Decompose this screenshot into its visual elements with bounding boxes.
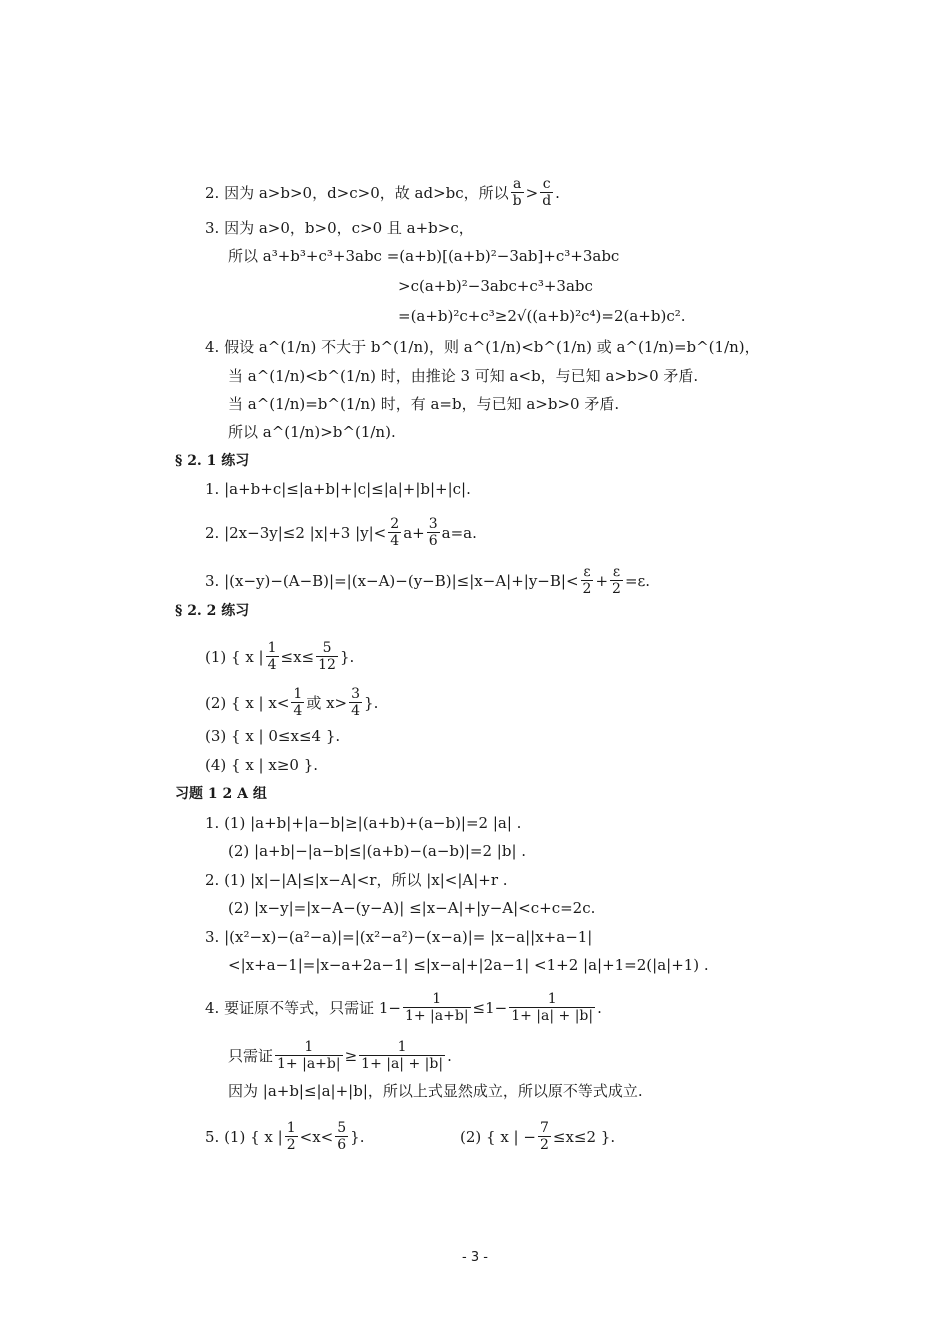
numerator: c [542, 176, 551, 192]
text: 1. |a+b+c|≤|a+b|+|c|≤|a|+|b|+|c|. [205, 480, 471, 498]
fraction [581, 564, 594, 597]
page-number: - 3 - [462, 1250, 488, 1265]
text: 5. (1) { x | [205, 1127, 283, 1146]
line-4b [228, 366, 698, 386]
fraction [316, 640, 338, 673]
text: (2) { x | x< [205, 693, 290, 712]
line-e9 [228, 1081, 643, 1101]
section-heading-2-2 [175, 601, 249, 621]
line-e10b [460, 1120, 615, 1153]
text: 因为 |a+b|≤|a|+|b|，所以上式显然成立，所以原不等式成立. [228, 1082, 643, 1100]
line-e2 [228, 841, 526, 861]
denominator: 4 [390, 533, 400, 549]
text: (2) { x | − [460, 1127, 536, 1146]
text: ≤1− [472, 998, 508, 1017]
text: <x< [299, 1127, 334, 1146]
text: 或 x> [306, 693, 348, 712]
line-p1 [205, 479, 471, 499]
text: 3. |(x−y)−(A−B)|=|(x−A)−(y−B)|≤|x−A|+|y−B|< [205, 571, 579, 590]
text: }. [339, 647, 355, 666]
fraction [335, 1120, 348, 1153]
denominator: d [542, 193, 552, 209]
line-4c [228, 394, 619, 414]
text: 只需证 [228, 1046, 274, 1065]
fraction [266, 640, 279, 673]
numerator: 1 [293, 686, 303, 702]
text: 2. |2x−3y|≤2 |x|+3 |y|< [205, 523, 387, 542]
denominator: 1+ |a+b| [277, 1056, 341, 1072]
denominator: 6 [428, 533, 438, 549]
text: =(a+b)²c+c³≥2√((a+b)²c⁴)=2(a+b)c². [398, 307, 686, 325]
line-e6 [228, 955, 709, 975]
text: 所以 a^(1/n)>b^(1/n). [228, 423, 396, 441]
numerator: 1 [267, 640, 277, 656]
text: 3. 因为 a>0，b>0，c>0 且 a+b>c， [205, 219, 474, 237]
line-e4 [228, 898, 595, 918]
line-e8 [228, 1039, 452, 1072]
text: ≤x≤2 }. [552, 1127, 616, 1146]
fraction [275, 1039, 343, 1072]
line-e7 [205, 991, 602, 1024]
text: . [597, 998, 602, 1017]
denominator: 4 [351, 703, 361, 719]
denominator: 6 [337, 1137, 347, 1153]
line-q4 [205, 755, 318, 775]
denominator: 1+ |a| + |b| [511, 1008, 594, 1024]
denominator: 1+ |a| + |b| [361, 1056, 444, 1072]
line-p3 [205, 564, 650, 597]
section-heading-2-1 [175, 451, 249, 471]
fraction [540, 176, 553, 209]
line-e3 [205, 870, 508, 890]
text: 1. (1) |a+b|+|a−b|≥|(a+b)+(a−b)|=2 |a| . [205, 814, 522, 832]
text: 当 a^(1/n)=b^(1/n) 时，有 a=b，与已知 a>b>0 矛盾. [228, 395, 620, 413]
line-p2 [205, 516, 477, 549]
text: > [525, 183, 539, 202]
text: § 2. 2 练习 [175, 603, 250, 619]
fraction [388, 516, 401, 549]
text: 3. |(x²−x)−(a²−a)|=|(x²−a²)−(x−a)|= |x−a||x+a−1| [205, 928, 593, 946]
numerator: ε [583, 564, 591, 580]
text: (1) { x | [205, 647, 264, 666]
text: 4. 要证原不等式，只需证 1− [205, 998, 401, 1017]
numerator: 7 [539, 1120, 549, 1136]
line-3b [228, 246, 619, 266]
text: + [595, 571, 609, 590]
text: a=a. [441, 523, 477, 542]
text: § 2. 1 练习 [175, 453, 250, 469]
numerator: 5 [322, 640, 332, 656]
text: (3) { x | 0≤x≤4 }. [205, 727, 341, 745]
text: 所以 a³+b³+c³+3abc =(a+b)[(a+b)²−3ab]+c³+3abc [228, 247, 620, 265]
line-e1 [205, 813, 521, 833]
numerator: 3 [428, 516, 438, 532]
numerator: 3 [351, 686, 361, 702]
denominator: b [512, 193, 522, 209]
text: }. [350, 1127, 365, 1146]
line-q2 [205, 686, 378, 719]
line-2 [205, 176, 560, 209]
fraction [511, 176, 524, 209]
line-4 [205, 337, 760, 357]
numerator: 1 [304, 1039, 314, 1055]
exercise-heading [175, 784, 267, 804]
numerator: ε [612, 564, 621, 580]
text: ≤x≤ [280, 647, 315, 666]
fraction [610, 564, 623, 597]
numerator: a [512, 176, 522, 192]
line-3 [205, 218, 474, 238]
line-q1 [205, 640, 354, 673]
text: 4. 假设 a^(1/n) 不大于 b^(1/n)，则 a^(1/n)<b^(1/n) 或 a^(1/n)=b^(1/n)， [205, 338, 760, 356]
denominator: 12 [318, 657, 336, 673]
numerator: 1 [547, 991, 557, 1007]
denominator: 4 [267, 657, 277, 673]
line-q3 [205, 726, 340, 746]
denominator: 1+ |a+b| [404, 1008, 469, 1024]
fraction [403, 991, 471, 1024]
line-3c [398, 276, 593, 296]
denominator: 2 [286, 1137, 296, 1153]
fraction [291, 686, 304, 719]
fraction [509, 991, 595, 1024]
line-e5 [205, 927, 592, 947]
text: =ε. [624, 571, 651, 590]
fraction [285, 1120, 298, 1153]
fraction [359, 1039, 445, 1072]
line-3d [398, 306, 686, 326]
denominator: 2 [612, 581, 621, 597]
text: . [555, 183, 560, 202]
fraction [538, 1120, 551, 1153]
numerator: 1 [397, 1039, 407, 1055]
text: >c(a+b)²−3abc+c³+3abc [398, 277, 593, 295]
numerator: 1 [286, 1120, 296, 1136]
denominator: 2 [539, 1137, 549, 1153]
text: }. [364, 693, 379, 712]
line-4d [228, 422, 396, 442]
text: 2. (1) |x|−|A|≤|x−A|<r，所以 |x|<|A|+r . [205, 871, 508, 889]
text: a+ [403, 523, 425, 542]
text: 当 a^(1/n)<b^(1/n) 时，由推论 3 可知 a<b，与已知 a>b>0 矛盾. [228, 367, 699, 385]
denominator: 2 [582, 581, 592, 597]
text: (2) |a+b|−|a−b|≤|(a+b)−(a−b)|=2 |b| . [228, 842, 527, 860]
fraction [427, 516, 440, 549]
text: 2. 因为 a>b>0，d>c>0，故 ad>bc，所以 [205, 183, 509, 202]
numerator: 2 [390, 516, 400, 532]
numerator: 1 [432, 991, 442, 1007]
text: . [447, 1046, 452, 1065]
line-e10 [205, 1120, 364, 1153]
text: (2) |x−y|=|x−A−(y−A)| ≤|x−A|+|y−A|<c+c=2c. [228, 899, 596, 917]
text: ≥ [344, 1046, 358, 1065]
denominator: 4 [293, 703, 303, 719]
text: <|x+a−1|=|x−a+2a−1| ≤|x−a|+|2a−1| <1+2 |a|+1=2(|a|+1) . [228, 956, 709, 974]
numerator: 5 [337, 1120, 347, 1136]
fraction [349, 686, 362, 719]
text: (4) { x | x≥0 }. [205, 756, 319, 774]
text: 习题 1 2 A 组 [175, 786, 267, 802]
